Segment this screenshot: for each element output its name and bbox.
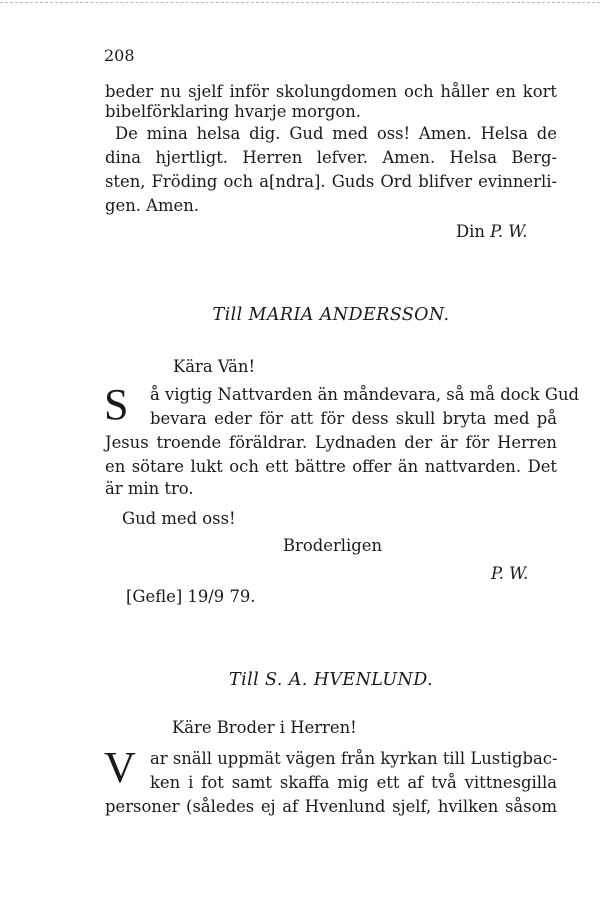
letter2-drop-cap: S bbox=[104, 380, 129, 429]
letter3-line-1: ar snäll uppmät vägen från kyrkan till Lustigbac- bbox=[150, 749, 558, 768]
letter2-line-5: är min tro. bbox=[105, 479, 194, 498]
letter3-drop-cap: V bbox=[104, 743, 136, 792]
letter2-closing: Gud med oss! bbox=[122, 509, 236, 528]
letter1-signature-name: P. W. bbox=[490, 222, 528, 241]
letter2-line-2: bevara eder för att för dess skull bryta med på bbox=[150, 409, 557, 428]
letter1-line-5: sten, Fröding och a[ndra]. Guds Ord blifver evinnerli- bbox=[105, 172, 557, 191]
letter3-heading: Till S. A. HVENLUND. bbox=[229, 670, 433, 690]
scan-edge-line bbox=[0, 2, 600, 3]
letter1-line-1: beder nu sjelf inför skolungdomen och håller en kort bbox=[105, 82, 557, 101]
letter2-salutation: Kära Vän! bbox=[173, 357, 256, 376]
letter3-line-3: personer (således ej af Hvenlund sjelf, hvilken såsom bbox=[105, 797, 557, 816]
letter1-signature bbox=[456, 222, 528, 241]
letter2-line-3: Jesus troende föräldrar. Lydnaden der är för Herren bbox=[105, 433, 557, 452]
letter1-signature-prefix: Din bbox=[456, 222, 485, 241]
letter2-date: [Gefle] 19/9 79. bbox=[126, 587, 256, 606]
letter1-line-3: De mina helsa dig. Gud med oss! Amen. Helsa de bbox=[115, 124, 557, 143]
letter3-line-2: ken i fot samt skaffa mig ett af två vittnesgilla bbox=[150, 773, 557, 792]
letter2-line-1: å vigtig Nattvarden än måndevara, så må dock Gud bbox=[150, 385, 580, 404]
letter2-regards: Broderligen bbox=[283, 536, 383, 555]
page-number: 208 bbox=[104, 46, 135, 65]
letter2-signature: P. W. bbox=[491, 564, 529, 583]
letter1-line-6: gen. Amen. bbox=[105, 196, 200, 215]
letter1-line-2: bibelförklaring hvarje morgon. bbox=[105, 102, 362, 121]
letter2-heading: Till MARIA ANDERSSON. bbox=[212, 305, 450, 325]
letter2-line-4: en sötare lukt och ett bättre offer än nattvarden. Det bbox=[105, 457, 557, 476]
letter1-line-4: dina hjertligt. Herren lefver. Amen. Helsa Berg- bbox=[105, 148, 557, 167]
letter3-salutation: Käre Broder i Herren! bbox=[172, 718, 357, 737]
